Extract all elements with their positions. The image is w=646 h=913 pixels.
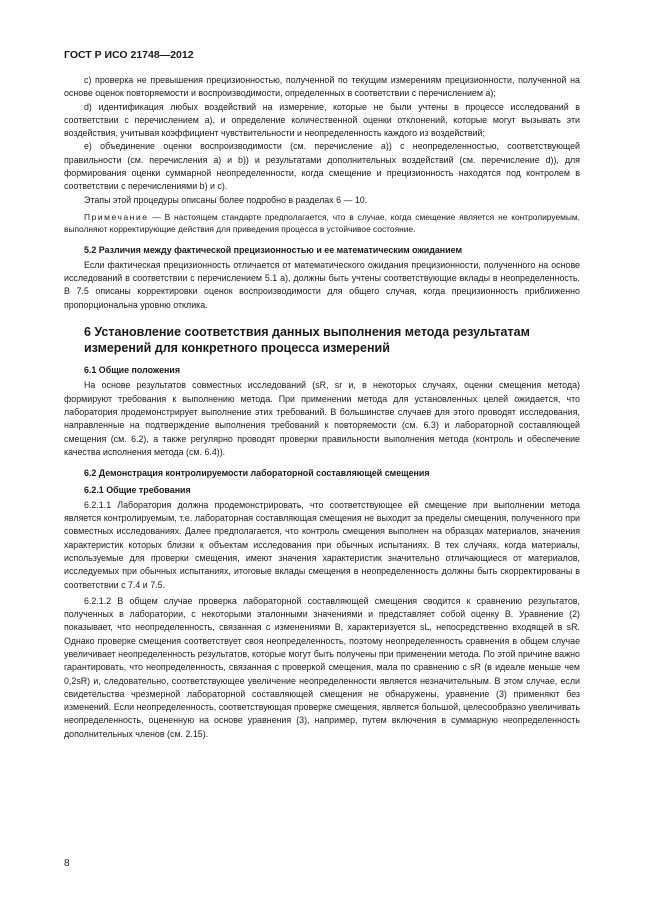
section-6-2-1-heading: 6.2.1 Общие требования: [84, 485, 191, 496]
list-item-d: d) идентификация любых воздействий на измерение, которые не были учтены в процессе исследований в соответствии с перечислением а), и определение количественной оценки отклонений, которые могут вызывать эти воздействия, учитывая коэффициент чувствительности и неопределенность каждого из воздействий;: [64, 101, 580, 139]
note-label: Примечание: [84, 211, 149, 222]
page-header: ГОСТ Р ИСО 21748—2012: [64, 49, 194, 61]
section-6-2-heading: 6.2 Демонстрация контролируемости лабораторной составляющей смещения: [84, 468, 430, 479]
list-item-c: c) проверка не превышения прецизионностью, полученной по текущим измерениям прецизионности, полученной на основе оценок повторяемости и воспроизводимости, определенных в соответствии с перечислением а);: [64, 75, 580, 99]
section-5-2-heading: 5.2 Различия между фактической прецизионностью и ее математическим ожиданием: [84, 244, 463, 255]
note: [64, 211, 580, 236]
note-text: — В настоящем стандарте предполагается, что в случае, когда смещение является не контролируемым, выполняют корректирующие действия для приведения процесса в устойчивое состояние.: [64, 211, 580, 235]
list-item-e: e) объединение оценки воспроизводимости (см. перечисление а)) с неопределенностью, соответствующей правильности (см. перечисления а) и b)) и результатами дополнительных воздействий (см. перечисление d)), для формирования оценки суммарной неопределенности, когда смещение и прецизионность находятся под контролем в соответствии с перечислениями b) и c).: [64, 141, 580, 192]
paragraph-6-2-1-1: 6.2.1.1 Лаборатория должна продемонстрировать, что соответствующее ей смещение при выполнении метода является контролируемым, т.е. лабораторная составляющая смещения не выходит за пределы смещения, полученного при совместных исследованиях. Далее предполагается, что контроль смещения выполнен на образцах материалов, значения характеристик которых близки к объектам исследования при обычных испытаниях. В тех случаях, когда материалы, используемые для проверки смещения, имеют значения характеристик значительно отличающиеся от материалов, исследуемых при обычных испытаниях, итоговые вклады смещения в неопределенность должны быть скорректированы в соответствии с 7.4 и 7.5.: [64, 499, 580, 590]
procedure-stages-text: Этапы этой процедуры описаны более подробно в разделах 6 — 10.: [84, 194, 368, 205]
section-5-2-text: Если фактическая прецизионность отличается от математического ожидания прецизионности, полученного на основе исследований в соответствии с перечислением 5.1 а), должны быть учтены соответствующие вклады в неопределенность. В 7.5 описаны корректировки оценок воспроизводимости для общего случая, когда прецизионность приближенно пропорциональна уровню отклика.: [64, 259, 580, 310]
page-number: 8: [64, 858, 70, 869]
section-6-heading: 6 Установление соответствия данных выполнения метода результатам измерений для конкретного процесса измерений: [84, 325, 530, 356]
section-6-1-heading: 6.1 Общие положения: [84, 365, 181, 376]
page-body: [64, 74, 580, 741]
section-6-1-text: На основе результатов совместных исследований (sR, sr и, в некоторых случаях, оценки смещения метода) формируют требования к выполнению метода. При применении метода для установленных целей ожидается, что лаборатория продемонстрирует выполнение этих требований. В большинстве случаев для этого проводят исследования, направленные на подтверждение выполнения требований к повторяемости (см. 6.3) и лабораторной составляющей смещения (см. 6.2), а также регулярно проводят проверки правильности выполнения метода (контроль и обеспечение качества исполнения метода (см. 6.4)).: [64, 380, 580, 457]
paragraph-6-2-1-2: 6.2.1.2 В общем случае проверка лабораторной составляющей смещения сводится к сравнению результатов, полученных в лаборатории, с некоторыми эталонными значениями и представляет собой оценку B. Уравнение (2) показывает, что неопределенность, связанная с изменениями B, характеризуется sL, непосредственно входящей в sR. Однако проверке смещения соответствует своя неопределенность, поэтому неопределенность сравнения в общем случае увеличивает неопределенность результатов, которые могут быть получены при применении метода. По этой причине важно гарантировать, что неопределенность, связанная с проверкой смещения, мала по сравнению с sR (в идеале меньше чем 0,2sR) и, следовательно, соответствующее увеличение неопределенности является незначительным. В этом случае, если свидетельства чрезмерной лабораторной составляющей смещения не обнаружены, уравнение (3) применяют без изменений. Если неопределенность, соответствующая проверке смещения, является большой, целесообразно увеличивать неопределенность, оцененную на основе уравнения (3), например, путем включения в суммарную неопределенность дополнительных членов (см. 2.15).: [64, 595, 580, 739]
